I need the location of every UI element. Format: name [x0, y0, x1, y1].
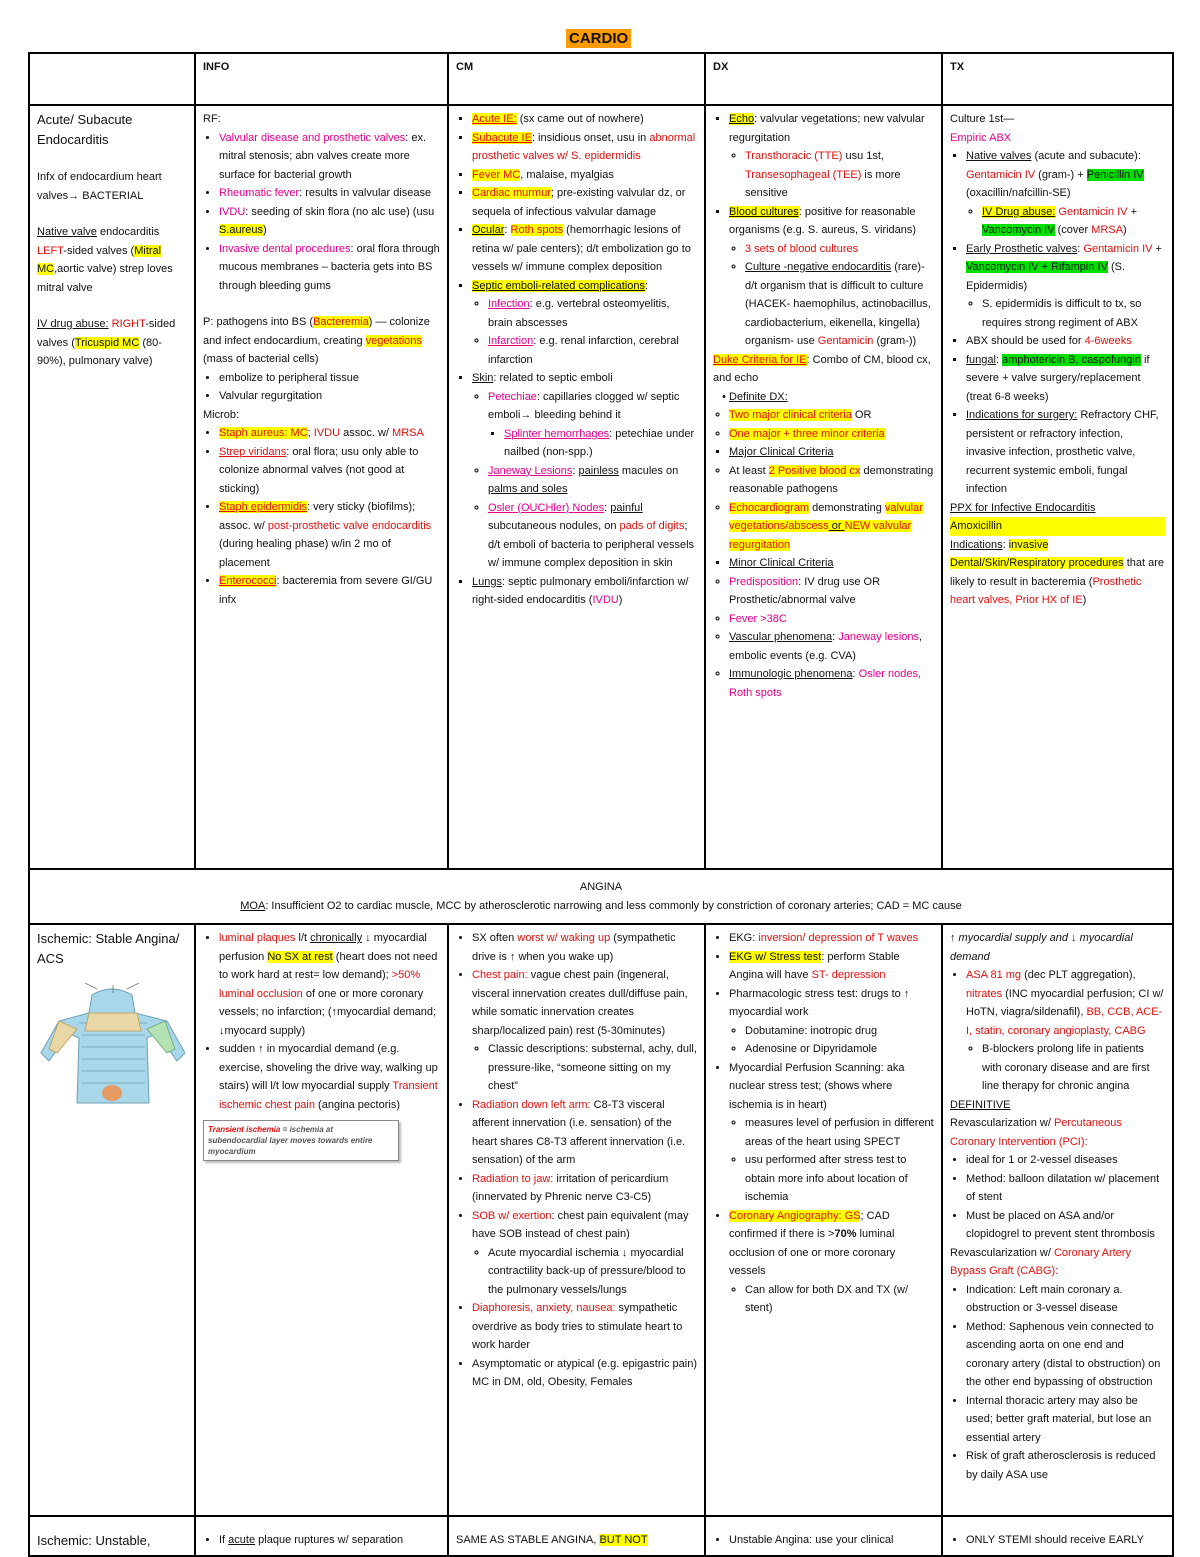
cm-list — [456, 110, 697, 610]
list-item: • Method: balloon dilatation w/ placement of stent — [966, 1170, 1165, 1207]
list-item: • EKG: inversion/ depression of T waves — [729, 929, 934, 948]
list-item: ◦ Janeway Lesions: painless macules on palms and soles — [488, 462, 697, 499]
tx-culture: Culture 1st— — [950, 113, 1015, 125]
stable-dx-cell — [705, 924, 942, 1516]
list-item: ▪ Indications for surgery: Refractory CHF, persistent or refractory infection, invasive infection, prosthetic valve, recurrent systemic emboli, fungal infection — [966, 406, 1165, 499]
cardio-table — [28, 52, 1174, 1557]
list-item: • ONLY STEMI should receive EARLY — [966, 1531, 1165, 1550]
list-item: ▪ Blood cultures: positive for reasonable organisms (e.g. S. aureus, S. viridans) ◦ 3 sets of blood cultures ◦ Culture -negative endocarditis (rare)- d/t organism that is difficult to culture (HACEK- haemophilus, actinobacillus, cardiobacterium, eikenella, kingella) organism- use Gentamicin (gram-)) — [729, 203, 934, 351]
list-item: • Chest pain: vague chest pain (ingeneral, visceral innervation creates dull/diffuse pain, while somatic innervation creates sharp/localized pain) rest (5-30minutes) ◦ Classic descriptions: substernal, achy, dull, pressure-like, “someone sitting on my chest” — [472, 966, 697, 1096]
cabg-heading: Revascularization w/ Coronary Artery Bypass Graft (CABG): — [950, 1246, 1131, 1277]
list-item: • Valvular disease and prosthetic valves: ex. mitral stenosis; abn valves create more surface for bacterial growth — [219, 129, 440, 185]
list-item: • Unstable Angina: use your clinical — [729, 1531, 934, 1550]
list-item: ◦ usu performed after stress test to obtain more info about location of ischemia — [745, 1151, 934, 1207]
list-item: ◦ Fever >38C — [729, 610, 934, 629]
stable-cm-cell — [448, 924, 705, 1516]
list-item: • Rheumatic fever: results in valvular disease — [219, 184, 440, 203]
list-item: • Method: Saphenous vein connected to ascending aorta on one end and coronary artery (distal to obstruction) on the other end bypassing of obstruction — [966, 1318, 1165, 1392]
list-item: ◦ Osler (OUCHler) Nodes: painful subcutaneous nodules, on pads of digits; d/t emboli of bacteria to peripheral vessels w/ immune complex deposition in skin — [488, 499, 697, 573]
endo-cm-cell — [448, 105, 705, 869]
list-item: • ideal for 1 or 2-vessel diseases — [966, 1151, 1165, 1170]
angina-header-cell — [29, 869, 1173, 924]
angina-moa: MOA: Insufficient O2 to cardiac muscle, MCC by atherosclerotic narrowing and less commonly by constriction of coronary arteries; CAD = MC cause — [240, 899, 962, 912]
list-item: ▪ Septic emboli-related complications: ◦ Infection: e.g. vertebral osteomyelitis, brain abscesses ◦ Infarction: e.g. renal infarction, cerebral infarction — [472, 277, 697, 370]
header-blank — [29, 53, 195, 105]
angina-title: ANGINA — [579, 881, 623, 893]
list-item: • Strep viridans: oral flora; usu only able to colonize abnormal valves (not good at sticking) — [219, 443, 440, 499]
list-item: ◦ Acute myocardial ischemia ↓ myocardial contractility back-up of pressure/blood to the pulmonary vessels/lungs — [488, 1244, 697, 1300]
list-item: ◦ Can allow for both DX and TX (w/ stent) — [745, 1281, 934, 1318]
endo-definition: Infx of endocardium heart valves→ BACTERIAL — [37, 171, 162, 202]
header-row — [29, 53, 1173, 105]
pci-heading: Revascularization w/ Percutaneous Coronary Intervention (PCI): — [950, 1117, 1122, 1148]
unstable-tx-cell — [942, 1516, 1173, 1556]
list-item: • Enterococci: bacteremia from severe GI/GU infx — [219, 572, 440, 609]
list-item: ◦ Petechiae: capillaries clogged w/ septic emboli→ bleeding behind it ▪ Splinter hemorrhages: petechiae under nailbed (non-spp.) — [488, 388, 697, 462]
ppx-heading: PPX for Infective Endocarditis — [950, 501, 1096, 514]
header-tx: TX — [942, 53, 1173, 105]
pathogenesis: P: pathogens into BS (Bacteremia) — colonize and infect endocardium, creating vegetations (mass of bacterial cells) — [203, 316, 430, 365]
list-item: ◦ B-blockers prolong life in patients with coronary disease and are first line therapy for chronic angina — [982, 1040, 1165, 1096]
list-item: ▪ Early Prosthetic valves: Gentamicin IV + Vancomycin IV + Rifampin IV (S. Epidermidis) ◦ S. epidermidis is difficult to tx, so requires strong regiment of ABX — [966, 240, 1165, 333]
list-item: • Radiation down left arm: C8-T3 visceral afferent innervation (i.e. sensation) of the heart shares C8-T3 afferent innervation (i.e. sensation) of the arm — [472, 1096, 697, 1170]
rf-heading: RF: — [203, 113, 221, 125]
list-item: ▪ Ocular: Roth spots (hemorrhagic lesions of retina w/ pale centers); d/t embolization go to vessels w/ immune complex deposition — [472, 221, 697, 277]
list-item: ▪ Subacute IE: insidious onset, usu in abnormal prosthetic valves w/ S. epidermidis — [472, 129, 697, 166]
endo-dx-cell — [705, 105, 942, 869]
endocarditis-row — [29, 105, 1173, 869]
list-item: ▪ Skin: related to septic emboli ◦ Petechiae: capillaries clogged w/ septic emboli→ bleeding behind it ▪ Splinter hemorrhages: petechiae under nailbed (non-spp.) ◦ Janeway Lesions: painless macules on palms and soles ◦ Osler (OUCHler) Nodes: painful subcutaneous nodules, on pads of digits; d/t emboli of bacteria to peripheral vessels w/ immune complex deposition in skin — [472, 369, 697, 573]
list-item: • embolize to peripheral tissue — [219, 369, 440, 388]
list-item: ◦ Echocardiogram demonstrating valvular vegetations/abscess or NEW valvular regurgitation — [729, 499, 934, 555]
list-item: • Asymptomatic or atypical (e.g. epigastric pain) MC in DM, old, Obesity, Females — [472, 1355, 697, 1392]
stable-info-cell — [195, 924, 448, 1516]
rf-list — [203, 129, 440, 296]
pathogenesis-list — [203, 369, 440, 406]
list-item: • luminal plaques l/t chronically ↓ myocardial perfusion No SX at rest (heart does not need to work hard at rest= low demand); >50% luminal occlusion of one or more coronary vessels; no infarction; (↑myocardial demand; ↓myocard supply) — [219, 929, 440, 1040]
list-item: ◦ At least 2 Positive blood cx demonstrating reasonable pathogens — [729, 462, 934, 499]
list-item: ◦ Dobutamine: inotropic drug — [745, 1022, 934, 1041]
list-item: ◦ IV Drug abuse: Gentamicin IV + Vancomycin IV (cover MRSA) — [982, 203, 1165, 240]
list-item: • Diaphoresis, anxiety, nausea: sympathetic overdrive as body tries to stimulate heart to work harder — [472, 1299, 697, 1355]
stable-label: Ischemic: Stable Angina/ ACS — [37, 931, 180, 966]
list-item: • Must be placed on ASA and/or clopidogrel to prevent stent thrombosis — [966, 1207, 1165, 1244]
duke-criteria: Duke Criteria for IE: Combo of CM, blood cx, and echo — [713, 353, 931, 384]
dermatome-image — [37, 983, 187, 1113]
microb-list — [203, 424, 440, 609]
list-item: ◦ Classic descriptions: substernal, achy, dull, pressure-like, “someone sitting on my chest” — [488, 1040, 697, 1096]
list-item: ◦ Predisposition: IV drug use OR Prosthetic/abnormal valve — [729, 573, 934, 610]
unstable-info-cell — [195, 1516, 448, 1556]
list-item: • Invasive dental procedures: oral flora through mucous membranes – bacteria gets into BS through bleeding gums — [219, 240, 440, 296]
definitive-heading: DEFINITIVE — [950, 1098, 1011, 1111]
list-item: ▪ fungal: amphotericin B, caspofungin if severe + valve surgery/replacement (treat 6-8 weeks) — [966, 351, 1165, 407]
list-item: ▪ Echo: valvular vegetations; new valvular regurgitation ◦ Transthoracic (TTE) usu 1st, Transesophageal (TEE) is more sensitive — [729, 110, 934, 203]
list-item: ◦ Infarction: e.g. renal infarction, cerebral infarction — [488, 332, 697, 369]
endo-ivdu: IV drug abuse: RIGHT-sided valves (Tricuspid MC (80-90%), pulmonary valve) — [37, 318, 176, 367]
ppx-indications: Indications: invasive Dental/Skin/Respiratory procedures that are likely to result in bacteremia (Prosthetic heart valves, Prior HX of IE) — [950, 538, 1164, 606]
unstable-dx-cell — [705, 1516, 942, 1556]
list-item: ▪ Splinter hemorrhages: petechiae under nailbed (non-spp.) — [504, 425, 697, 462]
endo-tx-cell — [942, 105, 1173, 869]
unstable-label: Ischemic: Unstable, — [37, 1533, 151, 1548]
header-cm: CM — [448, 53, 705, 105]
dermatome-figure — [37, 983, 183, 1113]
stable-angina-row — [29, 924, 1173, 1516]
list-item: ▪ Minor Clinical Criteria — [729, 554, 934, 573]
list-item: • Staph aureus: MC; IVDU assoc. w/ MRSA — [219, 424, 440, 443]
header-dx: DX — [705, 53, 942, 105]
list-item: • sudden ↑ in myocardial demand (e.g. exercise, shoveling the drive way, walking up stairs) will l/t low myocardial supply Transient ischemic chest pain (angina pectoris) — [219, 1040, 440, 1114]
list-item: ▪ Lungs: septic pulmonary emboli/infarction w/ right-sided endocarditis (IVDU) — [472, 573, 697, 610]
list-item: ◦ Vascular phenomena: Janeway lesions, embolic events (e.g. CVA) — [729, 628, 934, 665]
list-item: ▪ Major Clinical Criteria — [729, 443, 934, 462]
list-item: • Staph epidermidis: very sticky (biofilms); assoc. w/ post-prosthetic valve endocarditis (during healing phase) w/in 2 mo of placement — [219, 498, 440, 572]
tx-goal: ↑ myocardial supply and ↓ myocardial demand — [950, 932, 1133, 963]
endocarditis-label-cell — [29, 105, 195, 869]
list-item: ▪ Acute IE: (sx came out of nowhere) — [472, 110, 697, 129]
list-item: ◦ 3 sets of blood cultures — [745, 240, 934, 259]
list-item: ◦ S. epidermidis is difficult to tx, so requires strong regiment of ABX — [982, 295, 1165, 332]
list-item: • Myocardial Perfusion Scanning: aka nuclear stress test; (shows where ischemia is in heart) ◦ measures level of perfusion in different areas of the heart using SPECT ◦ usu performed after stress test to obtain more info about location of ischemia — [729, 1059, 934, 1207]
list-item: • Radiation to jaw: irritation of pericardium (innervated by Phrenic nerve C3-C5) — [472, 1170, 697, 1207]
dx-list — [713, 110, 934, 351]
list-item: ◦ measures level of perfusion in different areas of the heart using SPECT — [745, 1114, 934, 1151]
endo-info-cell — [195, 105, 448, 869]
list-item: • If acute plaque ruptures w/ separation — [219, 1531, 440, 1550]
list-item: ◦ Two major clinical criteria OR — [729, 406, 934, 425]
list-item: • Valvular regurgitation — [219, 387, 440, 406]
unstable-label-cell — [29, 1516, 195, 1556]
stable-label-cell — [29, 924, 195, 1516]
ppx-drug: Amoxicillin — [950, 517, 1165, 536]
stable-tx-cell — [942, 924, 1173, 1516]
list-item: ◦ Transthoracic (TTE) usu 1st, Transesophageal (TEE) is more sensitive — [745, 147, 934, 203]
list-item: ▪ Native valves (acute and subacute): Gentamicin IV (gram-) + Penicillin IV (oxacillin/nafcillin-SE) ◦ IV Drug abuse: Gentamicin IV + Vancomycin IV (cover MRSA) — [966, 147, 1165, 240]
angina-row — [29, 869, 1173, 924]
unstable-angina-row — [29, 1516, 1173, 1556]
list-item: • Risk of graft atherosclerosis is reduced by daily ASA use — [966, 1447, 1165, 1484]
list-item: • EKG w/ Stress test: perform Stable Angina will have ST- depression — [729, 948, 934, 985]
endocarditis-label: Acute/ Subacute Endocarditis — [37, 112, 133, 147]
unstable-cm-text: SAME AS STABLE ANGINA, BUT NOT — [456, 1534, 648, 1546]
list-item: • Coronary Angiography: GS; CAD confirmed if there is >70% luminal occlusion of one or more coronary vessels ◦ Can allow for both DX and TX (w/ stent) — [729, 1207, 934, 1318]
list-item: ◦ One major + three minor criteria — [729, 425, 934, 444]
tx-empiric: Empiric ABX — [950, 131, 1012, 144]
microb-heading: Microb: — [203, 408, 240, 421]
list-item: • Pharmacologic stress test: drugs to ↑ myocardial work ◦ Dobutamine: inotropic drug ◦ Adenosine or Dipyridamole — [729, 985, 934, 1059]
list-item: ◦ Adenosine or Dipyridamole — [745, 1040, 934, 1059]
list-item: • IVDU: seeding of skin flora (no alc use) (usu S.aureus) — [219, 203, 440, 240]
list-item: ◦ Culture -negative endocarditis (rare)- d/t organism that is difficult to culture (HACEK- haemophilus, actinobacillus, cardiobacterium, eikenella, kingella) organism- use Gentamicin (gram-)) — [745, 258, 934, 351]
list-item: ▪ ABX should be used for 4-6weeks — [966, 332, 1165, 351]
list-item: • SOB w/ exertion: chest pain equivalent (may have SOB instead of chest pain) ◦ Acute myocardial ischemia ↓ myocardial contractility back-up of pressure/blood to the pulmonary vessels/lungs — [472, 1207, 697, 1300]
list-item: ▪ Cardiac murmur; pre-existing valvular dz, or sequela of infectious valvular damage — [472, 184, 697, 221]
list-item: • ASA 81 mg (dec PLT aggregation), nitrates (INC myocardial perfusion; CI w/ HoTN, viagra/sildenafil), BB, CCB, ACE-I, statin, coronary angioplasty, CABG ◦ B-blockers prolong life in patients with coronary disease and are first line therapy for chronic angina — [966, 966, 1165, 1096]
list-item: ◦ Infection: e.g. vertebral osteomyelitis, brain abscesses — [488, 295, 697, 332]
list-item: • SX often worst w/ waking up (sympathetic drive is ↑ when you wake up) — [472, 929, 697, 966]
list-item: ◦ Immunologic phenomena: Osler nodes, Roth spots — [729, 665, 934, 702]
header-info: INFO — [195, 53, 448, 105]
page-title: CARDIO — [566, 29, 631, 48]
transient-ischemia-note: Transient ischemia = ischemia at subendocardial layer moves towards entire myocardium — [203, 1120, 399, 1161]
list-item: • Definite DX: — [729, 388, 934, 407]
list-item: • Internal thoracic artery may also be used; better graft material, but lose an essential artery — [966, 1392, 1165, 1448]
list-item: ▪ Fever MC, malaise, myalgias — [472, 166, 697, 185]
list-item: • Indication: Left main coronary a. obstruction or 3-vessel disease — [966, 1281, 1165, 1318]
endo-native: Native valve endocarditis LEFT-sided valves (Mitral MC,aortic valve) strep loves mitral valve — [37, 226, 173, 294]
unstable-cm-cell — [448, 1516, 705, 1556]
